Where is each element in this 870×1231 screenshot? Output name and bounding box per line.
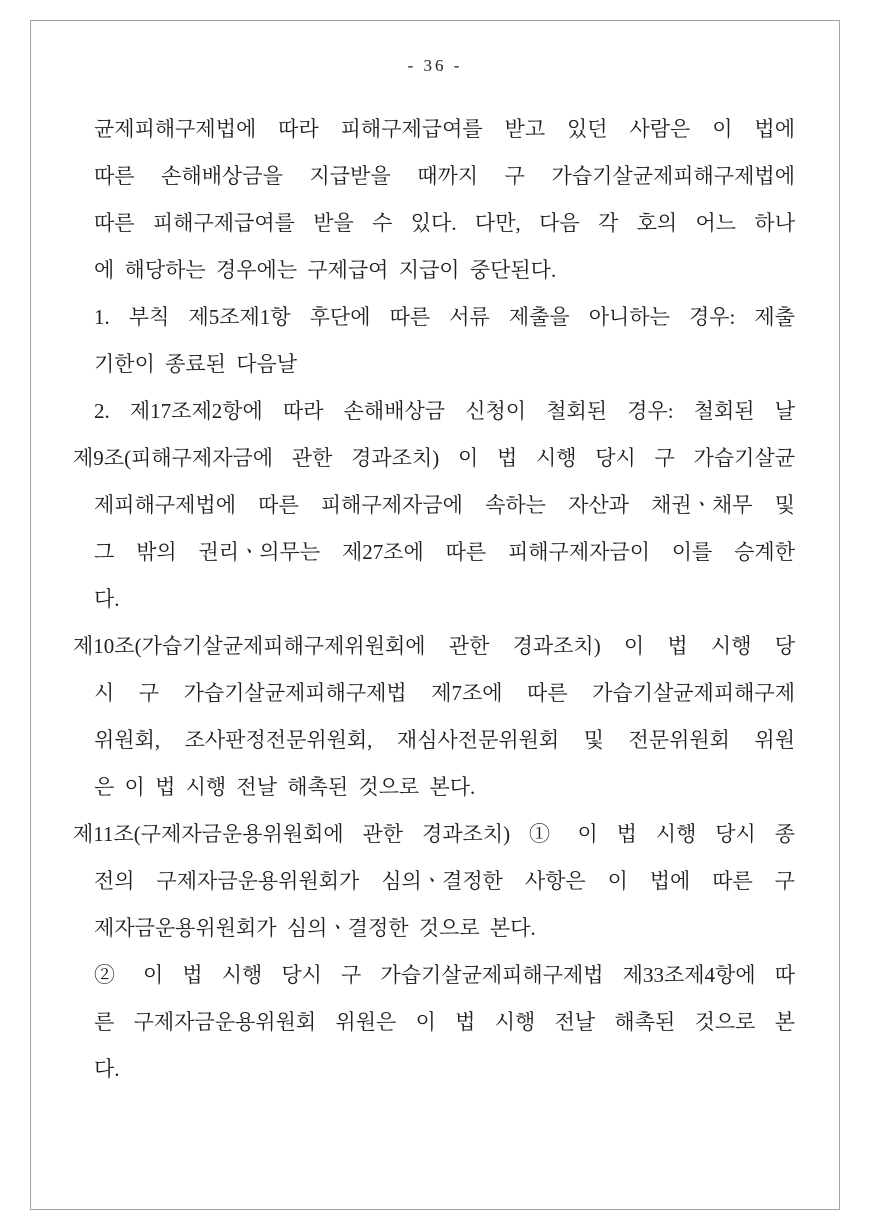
text-line: 다. bbox=[94, 1057, 120, 1081]
text-line: 은 이 법 시행 전날 해촉된 것으로 본다. bbox=[94, 775, 476, 799]
text-line: 제자금운용위원회가 심의ㆍ결정한 것으로 본다. bbox=[94, 916, 536, 940]
text-line: 그 밖의 권리ㆍ의무는 제27조에 따른 피해구제자금이 이를 승계한 bbox=[94, 540, 795, 564]
text-line: ② 이 법 시행 당시 구 가습기살균제피해구제법 제33조제4항에 따 bbox=[94, 963, 795, 987]
text-line: 다. bbox=[94, 587, 120, 611]
page-number: - 36 - bbox=[407, 56, 463, 75]
text-line: 른 구제자금운용위원회 위원은 이 법 시행 전날 해촉된 것으로 본 bbox=[94, 1010, 795, 1034]
text-line: 1. 부칙 제5조제1항 후단에 따른 서류 제출을 아니하는 경우: 제출 bbox=[94, 305, 795, 329]
text-line: 2. 제17조제2항에 따라 손해배상금 신청이 철회된 경우: 철회된 날 bbox=[94, 399, 795, 423]
text-line: 시 구 가습기살균제피해구제법 제7조에 따른 가습기살균제피해구제 bbox=[94, 681, 795, 705]
text-line: 에 해당하는 경우에는 구제급여 지급이 중단된다. bbox=[94, 258, 557, 282]
text-line: 제10조(가습기살균제피해구제위원회에 관한 경과조치) 이 법 시행 당 bbox=[73, 634, 795, 658]
text-line: 따른 손해배상금을 지급받을 때까지 구 가습기살균제피해구제법에 bbox=[94, 164, 795, 188]
text-line: 따른 피해구제급여를 받을 수 있다. 다만, 다음 각 호의 어느 하나 bbox=[94, 211, 795, 235]
document-body bbox=[73, 106, 795, 1093]
text-line: 위원회, 조사판정전문위원회, 재심사전문위원회 및 전문위원회 위원 bbox=[94, 728, 795, 752]
text-line: 제11조(구제자금운용위원회에 관한 경과조치) ① 이 법 시행 당시 종 bbox=[73, 822, 795, 846]
text-line: 전의 구제자금운용위원회가 심의ㆍ결정한 사항은 이 법에 따른 구 bbox=[94, 869, 795, 893]
text-line: 균제피해구제법에 따라 피해구제급여를 받고 있던 사람은 이 법에 bbox=[94, 117, 795, 141]
text-line: 기한이 종료된 다음날 bbox=[94, 352, 298, 376]
text-line: 제피해구제법에 따른 피해구제자금에 속하는 자산과 채권ㆍ채무 및 bbox=[94, 493, 795, 517]
text-line: 제9조(피해구제자금에 관한 경과조치) 이 법 시행 당시 구 가습기살균 bbox=[73, 446, 795, 470]
